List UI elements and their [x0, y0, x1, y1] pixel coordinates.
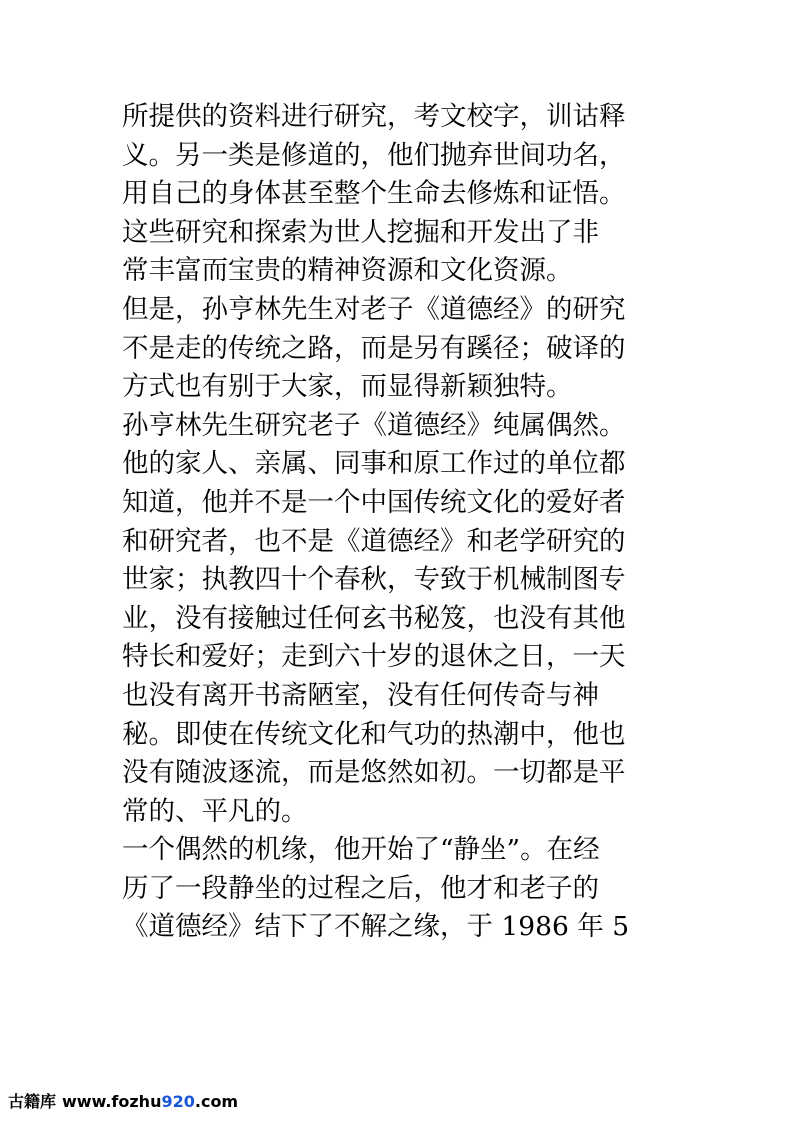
text-line: 用自己的身体甚至整个生命去修炼和证悟。 — [122, 178, 626, 210]
text-line: 常丰富而宝贵的精神资源和文化资源。 — [122, 255, 573, 287]
text-line: 但是，孙亨林先生对老子《道德经》的研究 — [122, 293, 626, 325]
text-line: 不是走的传统之路，而是另有蹊径；破译的 — [122, 332, 626, 364]
document-body — [122, 98, 682, 947]
text-line: 孙亨林先生研究老子《道德经》纯属偶然。 — [122, 409, 626, 441]
text-line: 所提供的资料进行研究，考文校字，训诂释 — [122, 101, 626, 132]
footer-brand: 古籍库 — [8, 1092, 57, 1111]
text-line: 他的家人、亲属、同事和原工作过的单位都 — [122, 448, 626, 480]
text-line: 业，没有接触过任何玄书秘笈，也没有其他 — [122, 602, 626, 634]
footer-url[interactable] — [62, 1092, 238, 1111]
text-line: 也没有离开书斋陋室，没有任何传奇与神 — [122, 679, 599, 711]
text-line: 方式也有别于大家，而显得新颖独特。 — [122, 371, 573, 403]
text-line: 世家；执教四十个春秋，专致于机械制图专 — [122, 564, 626, 596]
text-line: 知道，他并不是一个中国传统文化的爱好者 — [122, 486, 626, 518]
footer-url-prefix: www.fozhu — [62, 1092, 162, 1111]
footer-watermark — [8, 1089, 238, 1115]
text-line: 和研究者，也不是《道德经》和老学研究的 — [122, 525, 626, 557]
text-line: 历了一段静坐的过程之后，他才和老子的 — [122, 872, 599, 904]
text-line: 义。另一类是修道的，他们抛弃世间功名， — [122, 139, 626, 171]
text-line: 没有随波逐流，而是悠然如初。一切都是平 — [122, 757, 626, 789]
text-line: 一个偶然的机缘，他开始了“静坐”。在经 — [122, 834, 600, 866]
footer-url-suffix: .com — [194, 1092, 239, 1111]
text-line: 《道德经》结下了不解之缘，于 1986 年 5 — [122, 911, 630, 943]
text-line: 特长和爱好；走到六十岁的退休之日，一天 — [122, 641, 626, 673]
text-line: 常的、平凡的。 — [122, 795, 308, 827]
text-line: 秘。即使在传统文化和气功的热潮中，他也 — [122, 718, 626, 750]
footer-url-accent: 920 — [161, 1092, 195, 1111]
text-line: 这些研究和探索为世人挖掘和开发出了非 — [122, 216, 599, 248]
